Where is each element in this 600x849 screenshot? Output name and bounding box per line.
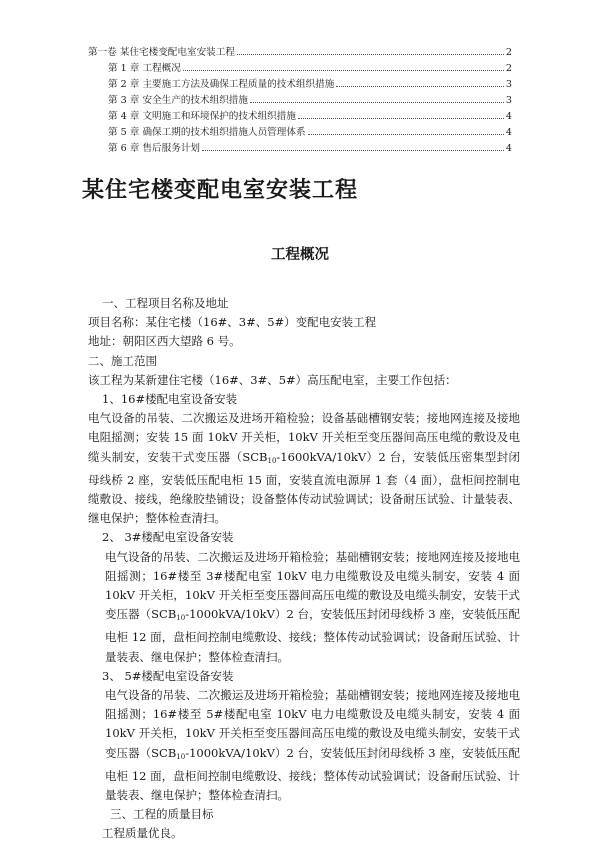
- quality-target-text: 工程质量优良。: [102, 826, 183, 841]
- toc-entry-chapter-5[interactable]: [88, 124, 512, 140]
- scope-item-3-text: [88, 686, 520, 805]
- heading-project-name-address: 一、工程项目名称及地址: [102, 296, 229, 310]
- address-line: 地址：朝阳区西大望路 6 号。: [88, 334, 241, 349]
- document-body: [88, 294, 520, 844]
- scope-item-3-heading: 3、 5#楼配电室设备安装: [102, 668, 234, 683]
- scope-item-1-heading: 1、16#楼配电室设备安装: [102, 392, 238, 407]
- heading-quality-target: 三、工程的质量目标: [110, 807, 214, 822]
- text-run: 电气设备的吊装、二次搬运及进场开箱检验；设备基础槽钢安装；接地网连接及接地电阻摇测；安装 15 面 10kV 开关柜，10kV 开关柜至变压器间高压电缆的敷设及电缆头制安，安装干式变压器（SCB: [88, 411, 520, 464]
- toc-dot-leader: [250, 92, 504, 103]
- text-run: -1000kVA/10kV）2 台，安装低压封闭母线桥 3 座，安装低压配电柜 12 面，盘柜间控制电缆敷设、接线；整体传动试验调试；设备耐压试验、计量装表、继电保护；整体检查清扫。: [105, 607, 520, 664]
- toc-entry-label: 第 6 章 售后服务计划: [108, 143, 201, 154]
- document-title: 某住宅楼变配电室安装工程: [82, 177, 359, 203]
- toc-entry-label: 第 2 章 主要施工方法及确保工程质量的技术组织措施: [108, 79, 335, 90]
- scope-intro: 该工程为某新建住宅楼（16#、3#、5#）高压配电室，主要工作包括：: [88, 372, 457, 387]
- toc-entry-page: 2: [505, 63, 512, 74]
- toc-dot-leader: [183, 60, 504, 71]
- text-run: 电气设备的吊装、二次搬运及进场开箱检验；基础槽钢安装；接地网连接及接地电阻摇测；16#楼至 5#楼配电室 10kV 电力电缆敷设及电缆头制安，安装 4 面 10kV 开关柜，10kV 开关柜至变压器间高压电缆的敷设及电缆头制安，安装干式变压器（SCB: [105, 688, 520, 760]
- toc-entry-label: 第 5 章 确保工期的技术组织措施人员管理体系: [108, 127, 306, 138]
- text-run: -1600kVA/10kV）2 台，安装低压密集型封闭母线桥 2 座，安装低压配电柜 15 面，安装直流电源屏 1 套（4 面），盘柜间控制电缆敷设、接线，绝缘胶垫铺设；设备整体传动试验调试；设备耐压试验、计量装表、继电保护；整体检查清扫。: [88, 449, 520, 526]
- toc-entry-chapter-4[interactable]: [88, 108, 512, 124]
- toc-entry-chapter-3[interactable]: [88, 92, 512, 108]
- toc-entry-chapter-1[interactable]: [88, 60, 512, 76]
- toc-entry-page: 3: [505, 95, 512, 106]
- scope-item-2-text: [88, 548, 520, 667]
- toc-entry-chapter-6[interactable]: [88, 140, 512, 156]
- subscript-text: 10: [267, 456, 277, 465]
- toc-entry-label: 第 3 章 安全生产的技术组织措施: [108, 95, 248, 106]
- subscript-text: 10: [176, 614, 186, 623]
- toc-entry-label: 第 4 章 文明施工和环境保护的技术组织措施: [108, 111, 296, 122]
- toc-dot-leader: [202, 140, 504, 151]
- subscript-text: 10: [176, 752, 186, 761]
- toc-entry-label: 第一卷 某住宅楼变配电室安装工程: [88, 47, 235, 58]
- toc-dot-leader: [308, 124, 504, 135]
- text-run: 电气设备的吊装、二次搬运及进场开箱检验；基础槽钢安装；接地网连接及接地电阻摇测；16#楼至 3#楼配电室 10kV 电力电缆敷设及电缆头制安，安装 4 面 10kV 开关柜，10kV 开关柜至变压器间高压电缆的敷设及电缆头制安，安装干式变压器（SCB: [105, 549, 520, 622]
- toc-dot-leader: [237, 44, 504, 55]
- toc-entry-page: 4: [505, 111, 512, 122]
- scope-item-1-text: [88, 409, 520, 528]
- project-name-line: 项目名称：某住宅楼（16#、3#、5#）变配电安装工程: [88, 315, 377, 330]
- toc-entry-volume-1[interactable]: [88, 44, 512, 60]
- toc-entry-page: 4: [505, 143, 512, 154]
- toc-entry-label: 第 1 章 工程概况: [108, 63, 181, 74]
- section-heading: 工程概况: [271, 246, 329, 263]
- toc-entry-page: 2: [505, 47, 512, 58]
- text-run: -1000kVA/10kV）2 台，安装低压封闭母线桥 3 座，安装低压配电柜 12 面，盘柜间控制电缆敷设、接线；整体传动试验调试；设备耐压试验、计量装表、继电保护；整体检查清扫。: [105, 745, 520, 803]
- toc-entry-page: 3: [505, 79, 512, 90]
- toc-dot-leader: [298, 108, 504, 119]
- toc-entry-page: 4: [505, 127, 512, 138]
- toc-dot-leader: [336, 76, 504, 87]
- toc-entry-chapter-2[interactable]: [88, 76, 512, 92]
- table-of-contents: [88, 44, 512, 156]
- heading-scope: 二、施工范围: [88, 353, 157, 368]
- scope-item-2-heading: 2、 3#楼配电室设备安装: [102, 530, 234, 545]
